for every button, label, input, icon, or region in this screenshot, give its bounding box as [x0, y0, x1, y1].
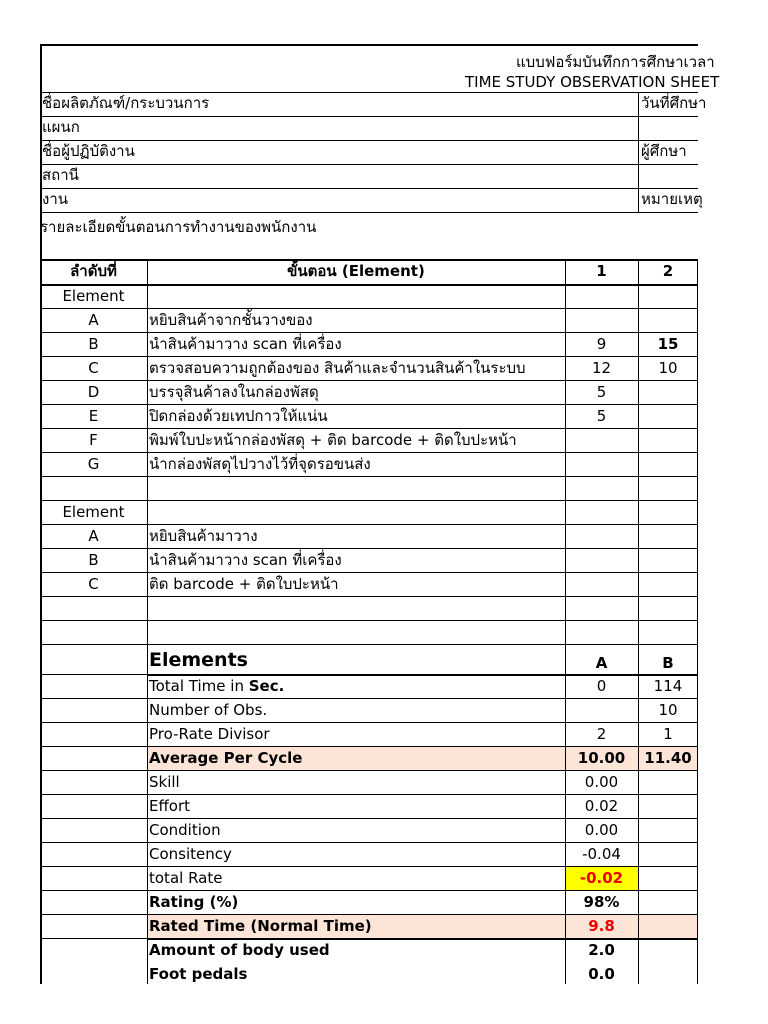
row-obs-1	[565, 477, 638, 501]
divider	[565, 260, 566, 645]
row-obs-1: 12	[591, 359, 612, 377]
row-no: Element	[62, 287, 125, 305]
col-header-obs-1: 1	[596, 262, 607, 280]
summary-value-b: 10	[658, 701, 678, 719]
row-obs-2	[638, 573, 698, 597]
divider	[565, 645, 566, 984]
divider	[638, 92, 639, 212]
summary-label: Pro-Rate Divisor	[149, 725, 270, 743]
row-obs-1	[565, 429, 638, 453]
title-english: TIME STUDY OBSERVATION SHEET	[465, 73, 720, 91]
time-study-sheet	[40, 44, 720, 984]
row-obs-1	[565, 597, 638, 621]
row-no: G	[87, 455, 100, 473]
row-obs-2	[638, 309, 698, 333]
summary-value-b: B	[662, 654, 674, 672]
info-label: ชื่อผู้ปฏิบัติงาน	[42, 142, 135, 160]
summary-value-a: -0.02	[579, 869, 624, 887]
row-obs-2	[638, 429, 698, 453]
row-obs-2	[638, 453, 698, 477]
summary-label: Amount of body used	[149, 941, 330, 959]
row-no: E	[88, 407, 99, 425]
summary-label: Consitency	[149, 845, 232, 863]
info-label: ชื่อผลิตภัณฑ์/กระบวนการ	[42, 94, 210, 112]
divider	[40, 212, 698, 213]
row-obs-2: 10	[658, 359, 678, 377]
row-element-desc: นำกล่องพัสดุไปวางไว้ที่จุดรอขนส่ง	[149, 455, 371, 473]
row-no	[40, 621, 147, 645]
row-element-desc	[149, 501, 563, 525]
summary-label: total Rate	[149, 869, 223, 887]
info-right-label: ผู้ศึกษา	[641, 142, 687, 160]
divider	[638, 260, 639, 645]
summary-value-b: 114	[653, 677, 683, 695]
row-element-desc	[149, 477, 563, 501]
row-no: A	[88, 527, 99, 545]
row-no: F	[89, 431, 98, 449]
row-no	[40, 597, 147, 621]
row-obs-1	[565, 501, 638, 525]
info-right-label	[641, 164, 698, 188]
divider	[40, 866, 147, 867]
summary-label: Skill	[149, 773, 180, 791]
row-obs-1	[565, 573, 638, 597]
summary-value-a: 98%	[583, 893, 620, 911]
row-no: C	[88, 359, 99, 377]
row-obs-1	[565, 549, 638, 573]
summary-value-a: 9.8	[588, 917, 615, 935]
row-element-desc	[149, 597, 563, 621]
summary-label: Rated Time (Normal Time)	[149, 917, 372, 935]
row-no: A	[88, 311, 99, 329]
info-right-label	[641, 116, 698, 140]
row-element-desc	[149, 285, 563, 309]
row-obs-2: 15	[657, 335, 679, 353]
row-element-desc: ตรวจสอบความถูกต้องของ สินค้าและจำนวนสินค้าในระบบ	[149, 359, 526, 377]
row-obs-2	[638, 525, 698, 549]
label-unit: Sec.	[248, 677, 285, 695]
row-no	[40, 477, 147, 501]
divider	[40, 770, 147, 771]
summary-value-a: 10.00	[577, 749, 626, 767]
divider	[697, 645, 698, 984]
row-obs-1	[565, 285, 638, 309]
summary-value-a: 2	[596, 725, 607, 743]
row-obs-2	[638, 501, 698, 525]
summary-value-b: 1	[663, 725, 673, 743]
row-element-desc	[149, 621, 563, 645]
summary-value-a: 2.0	[588, 941, 615, 959]
summary-label: Foot pedals	[149, 965, 248, 983]
process-note: รายละเอียดขั้นตอนการทำงานของพนักงาน	[40, 218, 317, 236]
summary-label: Rating (%)	[149, 893, 239, 911]
info-label: สถานี	[42, 166, 79, 184]
divider	[697, 260, 698, 645]
divider	[638, 645, 639, 984]
row-no: D	[87, 383, 100, 401]
col-header-obs-2: 2	[662, 262, 674, 280]
info-label: งาน	[42, 190, 69, 208]
row-obs-1	[565, 525, 638, 549]
divider	[40, 890, 147, 891]
summary-value-a: A	[595, 654, 608, 672]
summary-label: Condition	[149, 821, 221, 839]
divider	[147, 645, 148, 984]
row-element-desc: ปิดกล่องด้วยเทปกาวให้แน่น	[149, 407, 328, 425]
row-element-desc: ติด barcode + ติดใบปะหน้า	[149, 575, 339, 593]
summary-value-a: 0.0	[588, 965, 615, 983]
row-obs-1	[565, 621, 638, 645]
row-element-desc: หยิบสินค้ามาวาง	[149, 527, 258, 545]
row-no: B	[88, 551, 99, 569]
info-right-label: วันที่ศึกษา	[641, 94, 707, 112]
row-obs-1: 5	[596, 407, 607, 425]
divider	[40, 842, 147, 843]
summary-value-a	[565, 699, 638, 723]
row-obs-2	[638, 381, 698, 405]
sheet-top-border	[40, 44, 698, 46]
summary-value-b: 11.40	[644, 749, 692, 767]
summary-label: Number of Obs.	[149, 701, 268, 719]
row-no: Element	[62, 503, 125, 521]
summary-value-a: -0.04	[582, 845, 621, 863]
row-obs-2	[638, 405, 698, 429]
summary-label: Effort	[149, 797, 191, 815]
divider	[40, 722, 147, 723]
row-obs-2	[638, 285, 698, 309]
row-obs-1	[565, 453, 638, 477]
summary-label-total-time	[149, 675, 563, 699]
summary-value-a: 0.00	[584, 821, 619, 839]
info-right-label: หมายเหตุ	[641, 190, 703, 208]
row-no: B	[88, 335, 99, 353]
row-element-desc: นำสินค้ามาวาง scan ที่เครื่อง	[149, 551, 342, 569]
col-header-no: ลำดับที่	[70, 262, 117, 280]
col-header-element: ขั้นตอน (Element)	[287, 262, 425, 280]
row-obs-1: 9	[596, 335, 607, 353]
summary-value-a: 0.00	[584, 773, 619, 791]
divider	[40, 818, 147, 819]
divider	[40, 794, 147, 795]
row-element-desc: พิมพ์ใบปะหน้ากล่องพัสดุ + ติด barcode + ติดใบปะหน้า	[149, 431, 517, 449]
row-element-desc: บรรจุสินค้าลงในกล่องพัสดุ	[149, 383, 319, 401]
row-obs-2	[638, 549, 698, 573]
divider	[40, 938, 147, 939]
title-thai: แบบฟอร์มบันทึกการศึกษาเวลา	[516, 53, 715, 71]
summary-label: Elements	[149, 649, 248, 671]
row-element-desc: หยิบสินค้าจากชั้นวางของ	[149, 311, 313, 329]
summary-value-a: 0.02	[584, 797, 619, 815]
row-obs-1: 5	[596, 383, 607, 401]
divider	[40, 674, 147, 675]
row-element-desc: นำสินค้ามาวาง scan ที่เครื่อง	[149, 335, 342, 353]
info-label: แผนก	[42, 118, 80, 136]
divider	[40, 698, 147, 699]
summary-label: Average Per Cycle	[149, 749, 303, 767]
divider	[40, 746, 147, 747]
row-no: C	[88, 575, 99, 593]
divider	[40, 914, 147, 915]
divider	[147, 260, 148, 645]
row-obs-2	[638, 597, 698, 621]
summary-value-a: 0	[596, 677, 607, 695]
row-obs-2	[638, 477, 698, 501]
row-obs-2	[638, 621, 698, 645]
row-obs-1	[565, 309, 638, 333]
label-prefix: Total Time in	[149, 677, 249, 695]
